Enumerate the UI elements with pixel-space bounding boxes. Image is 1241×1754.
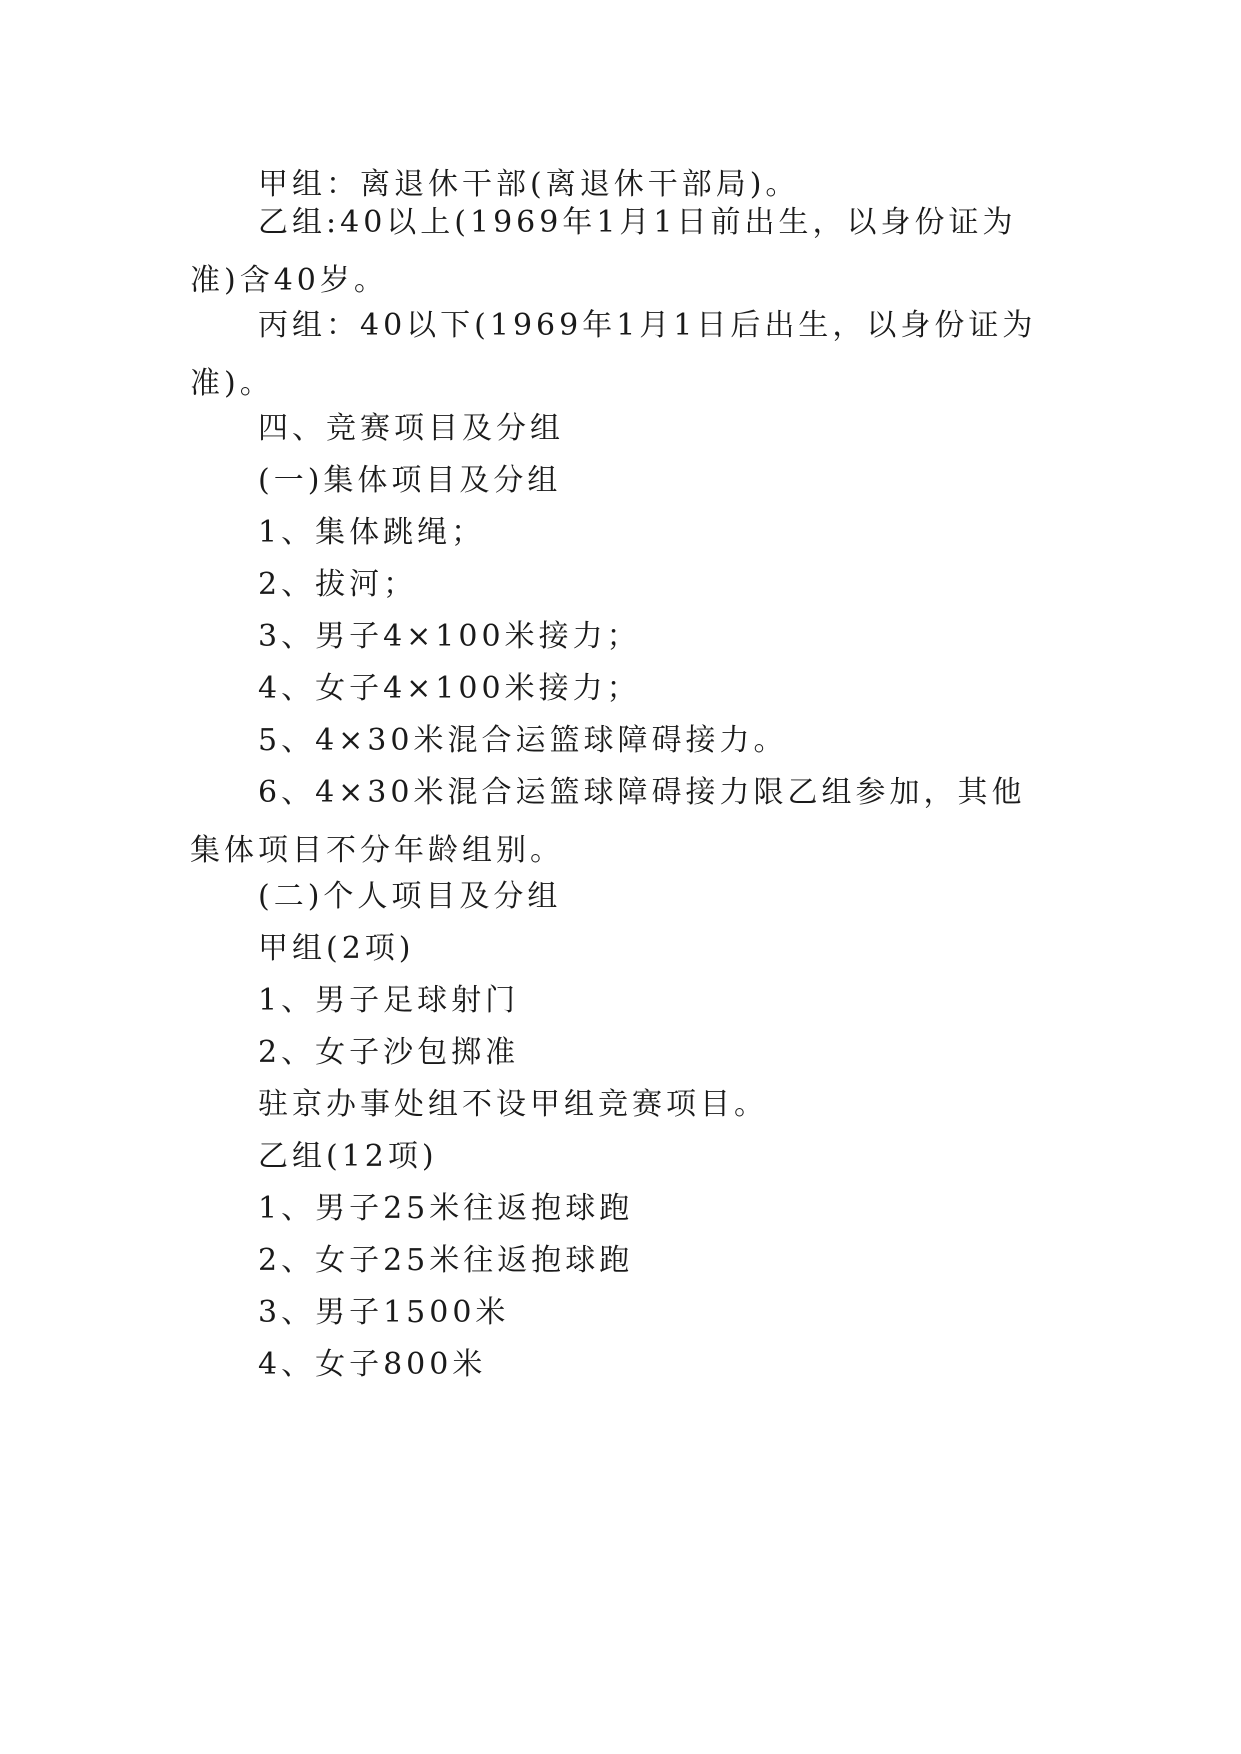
paragraph-group-b: 乙组:40以上(1969年1月1日前出生，以身份证为准)含40岁。 bbox=[190, 205, 1017, 298]
list-item: 2、女子25米往返抱球跑 bbox=[258, 1243, 634, 1278]
list-item: 2、拔河； bbox=[258, 567, 418, 602]
paragraph-group-a: 甲组：离退休干部(离退休干部局)。 bbox=[258, 167, 800, 202]
list-item: 6、4×30米混合运篮球障碍接力限乙组参加，其他集体项目不分年龄组别。 bbox=[190, 775, 1026, 868]
list-item: 1、集体跳绳； bbox=[258, 515, 486, 550]
list-item: 5、4×30米混合运篮球障碍接力。 bbox=[258, 723, 788, 758]
paragraph-group-c: 丙组：40以下(1969年1月1日后出生，以身份证为准)。 bbox=[190, 308, 1037, 401]
list-item: 2、女子沙包掷准 bbox=[258, 1035, 520, 1070]
section-heading-4: 四、竞赛项目及分组 bbox=[258, 411, 564, 446]
group-heading-b: 乙组(12项) bbox=[258, 1139, 438, 1174]
list-item: 1、男子足球射门 bbox=[258, 983, 520, 1018]
list-item: 1、男子25米往返抱球跑 bbox=[258, 1191, 634, 1226]
subsection-heading-2: (二)个人项目及分组 bbox=[258, 879, 562, 914]
note-paragraph: 驻京办事处组不设甲组竞赛项目。 bbox=[258, 1087, 768, 1122]
list-item: 4、女子4×100米接力； bbox=[258, 671, 641, 706]
subsection-heading-1: (一)集体项目及分组 bbox=[258, 463, 562, 498]
list-item: 3、男子1500米 bbox=[258, 1295, 510, 1330]
group-heading-a: 甲组(2项) bbox=[258, 931, 415, 966]
list-item: 3、男子4×100米接力； bbox=[258, 619, 641, 654]
list-item: 4、女子800米 bbox=[258, 1347, 487, 1382]
